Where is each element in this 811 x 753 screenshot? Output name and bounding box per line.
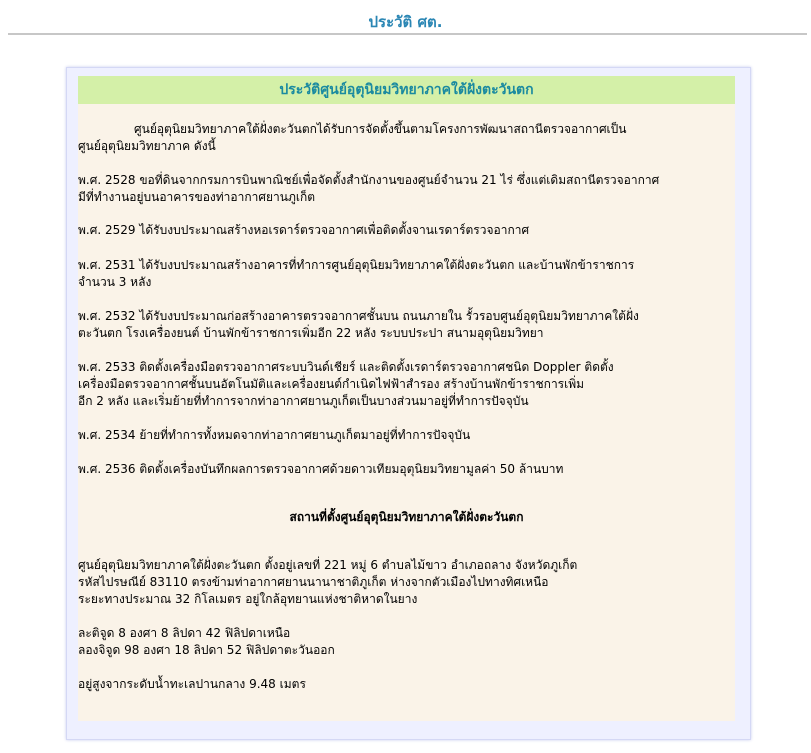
- page-title: ประวัติ ศต.: [368, 13, 443, 31]
- history-line: พ.ศ. 2528 ขอที่ดินจากกรมการบินพาณิชย์เพื่อจัดตั้งสำนักงานของศูนย์จำนวน 21 ไร่ ซึ่งแต่เดิมสถานีตรวจอากาศ: [78, 173, 660, 187]
- history-line: มีที่ทำงานอยู่บนอาคารของท่าอากาศยานภูเก็ต: [78, 190, 316, 204]
- page-header: [0, 0, 811, 34]
- history-line: พ.ศ. 2534 ย้ายที่ทำการทั้งหมดจากท่าอากาศยานภูเก็ตมาอยู่ที่ทำการปัจจุบัน: [78, 428, 471, 442]
- location-heading: สถานที่ตั้งศูนย์อุตุนิยมวิทยาภาคใต้ฝั่งตะวันตก: [289, 510, 524, 524]
- history-line: อีก 2 หลัง และเริ่มย้ายที่ทำการจากท่าอากาศยานภูเก็ตเป็นบางส่วนมาอยู่ที่ทำการปัจจุบัน: [78, 394, 529, 408]
- elevation-text: อยู่สูงจากระดับน้ำทะเลปานกลาง 9.48 เมตร: [78, 677, 306, 691]
- history-line: พ.ศ. 2532 ได้รับงบประมาณก่อสร้างอาคารตรวจอากาศชั้นบน ถนนภายใน รั้วรอบศูนย์อุตุนิยมวิทยาภาคใต้ฝั่ง: [78, 309, 639, 323]
- header-divider: [8, 33, 807, 35]
- history-line: ตะวันตก โรงเครื่องยนต์ บ้านพักข้าราชการเพิ่มอีก 22 หลัง ระบบประปา สนามอุตุนิยมวิทยา: [78, 326, 544, 340]
- history-line: พ.ศ. 2531 ได้รับงบประมาณสร้างอาคารที่ทำการศูนย์อุตุนิยมวิทยาภาคใต้ฝั่งตะวันตก และบ้านพักข้าราชการ: [78, 258, 635, 272]
- location-line: ศูนย์อุตุนิยมวิทยาภาคใต้ฝั่งตะวันตก ตั้งอยู่เลขที่ 221 หมู่ 6 ตำบลไม้ขาว อำเภอถลาง จังหวัดภูเก็ต: [78, 558, 578, 572]
- history-line: พ.ศ. 2533 ติดตั้งเครื่องมือตรวจอากาศระบบวินด์เชียร์ และติดตั้งเรดาร์ตรวจอากาศชนิด Doppler ติดตั้ง: [78, 360, 614, 374]
- history-line: จำนวน 3 หลัง: [78, 275, 152, 289]
- history-line: พ.ศ. 2536 ติดตั้งเครื่องบันทึกผลการตรวจอากาศด้วยดาวเทียมอุตุนิยมวิทยามูลค่า 50 ล้านบาท: [78, 462, 564, 476]
- panel-title: ประวัติศูนย์อุตุนิยมวิทยาภาคใต้ฝั่งตะวันตก: [78, 76, 735, 104]
- latitude-text: ละติจูด 8 องศา 8 ลิปดา 42 ฟิลิปดาเหนือ: [78, 626, 291, 640]
- history-line: เครื่องมือตรวจอากาศชั้นบนอัตโนมัติและเครื่องยนต์กำเนิดไฟฟ้าสำรอง สร้างบ้านพักข้าราชการเพิ่ม: [78, 377, 585, 391]
- longitude-text: ลองจิจูด 98 องศา 18 ลิปดา 52 ฟิลิปดาตะวันออก: [78, 643, 335, 657]
- history-panel: [78, 76, 735, 721]
- location-line: รหัสไปรษณีย์ 83110 ตรงข้ามท่าอากาศยานนานาชาติภูเก็ต ห่างจากตัวเมืองไปทางทิศเหนือ: [78, 575, 549, 589]
- intro-line: ศูนย์อุตุนิยมวิทยาภาคใต้ฝั่งตะวันตกได้รับการจัดตั้งขึ้นตามโครงการพัฒนาสถานีตรวจอากาศเป็น: [134, 122, 627, 136]
- history-line: พ.ศ. 2529 ได้รับงบประมาณสร้างหอเรดาร์ตรวจอากาศเพื่อติดตั้งจานเรดาร์ตรวจอากาศ: [78, 223, 530, 237]
- location-line: ระยะทางประมาณ 32 กิโลเมตร อยู่ใกล้อุทยานแห่งชาติหาดในยาง: [78, 592, 418, 606]
- intro-line: ศูนย์อุตุนิยมวิทยาภาค ดังนี้: [78, 139, 216, 153]
